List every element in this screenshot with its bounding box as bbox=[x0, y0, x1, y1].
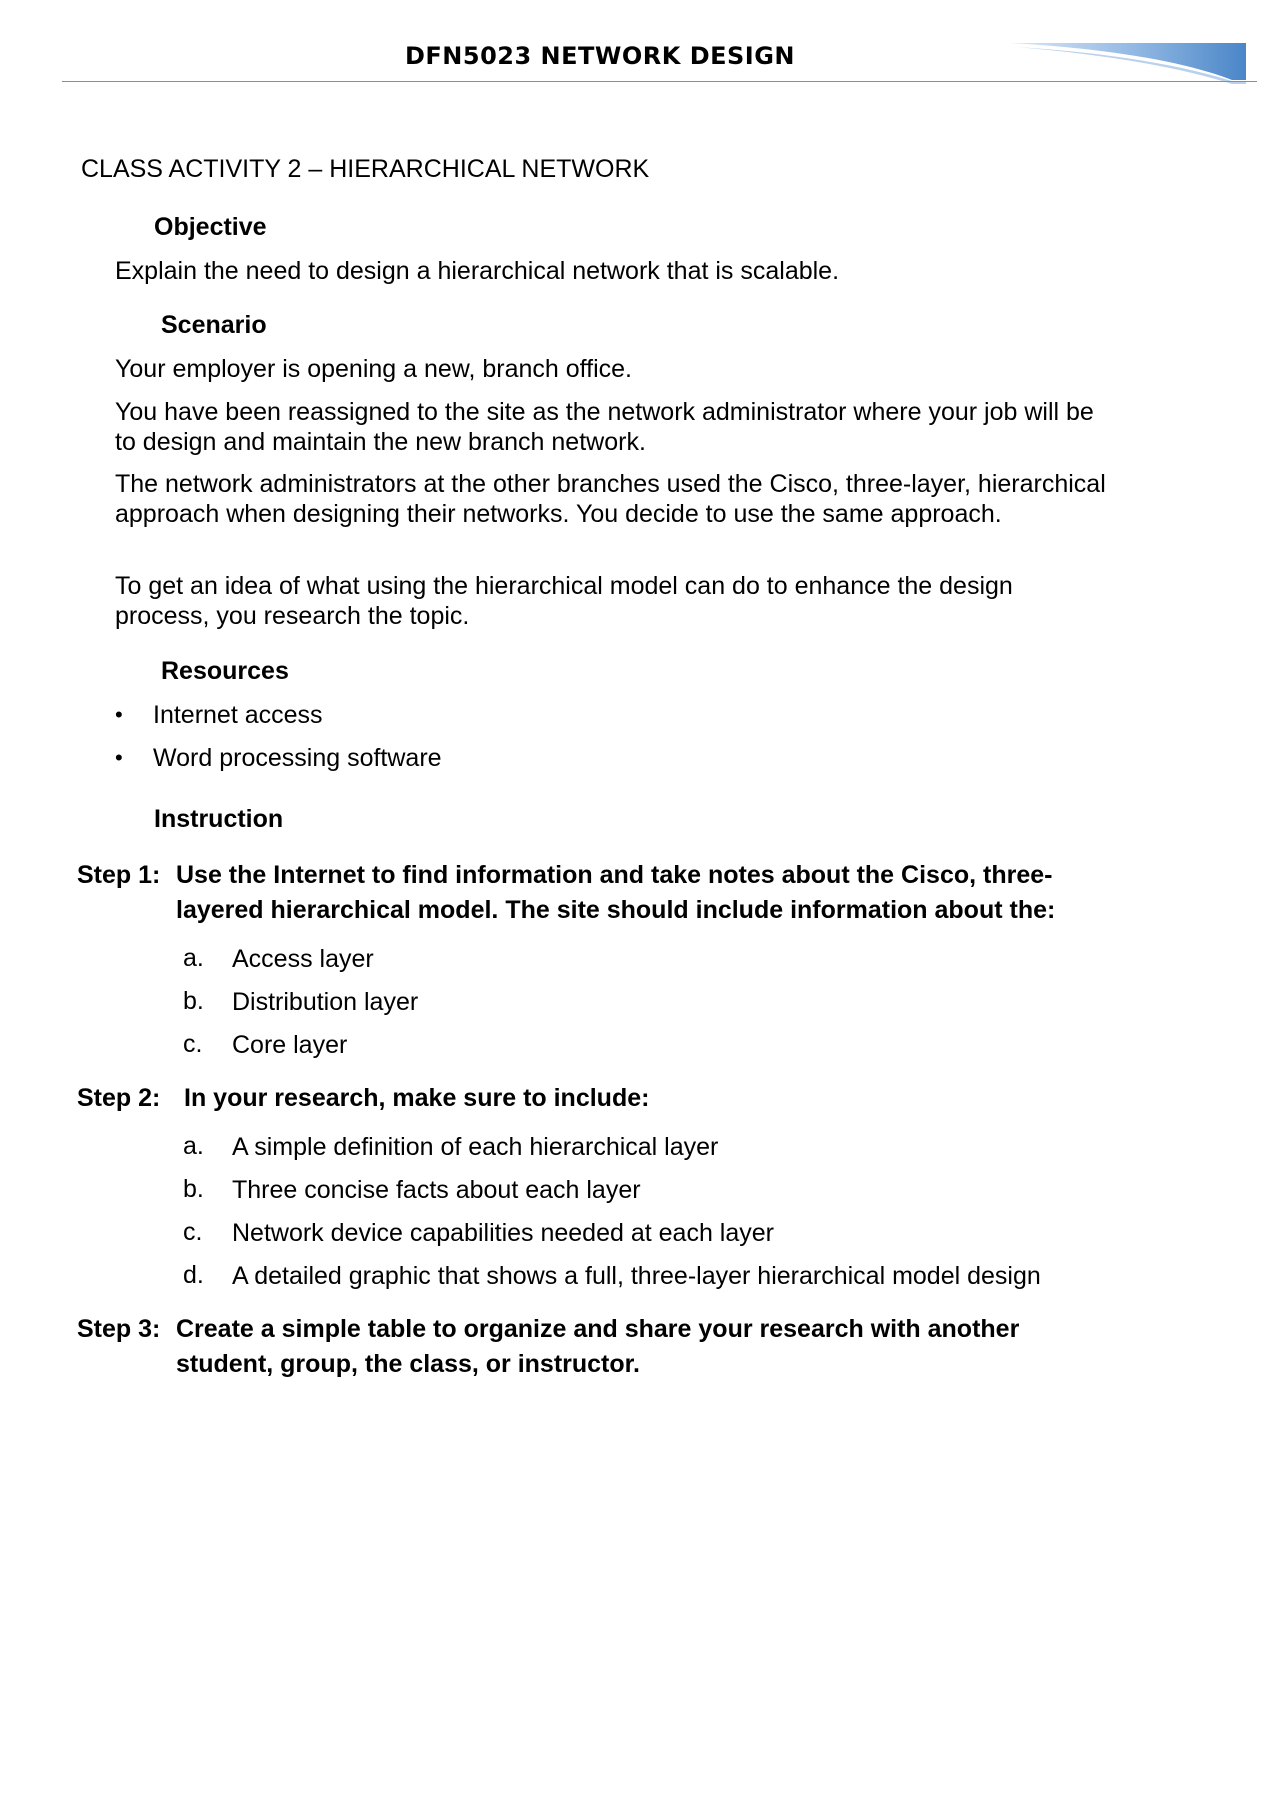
scenario-paragraph: To get an idea of what using the hierarchical model can do to enhance the design process, you research the topic. bbox=[115, 572, 1013, 630]
bullet-icon: • bbox=[115, 745, 123, 770]
scenario-paragraph: You have been reassigned to the site as the network administrator where your job will be to design and maintain the new branch network. bbox=[115, 398, 1094, 456]
resource-item: Internet access bbox=[153, 701, 323, 729]
list-item: A simple definition of each hierarchical layer bbox=[232, 1133, 719, 1161]
resources-heading: Resources bbox=[161, 657, 289, 685]
scenario-paragraph: The network administrators at the other branches used the Cisco, three-layer, hierarchical approach when designing their networks. You decide to use the same approach. bbox=[115, 470, 1106, 528]
objective-heading: Objective bbox=[154, 213, 267, 241]
resource-item: Word processing software bbox=[153, 744, 442, 772]
step-text: Use the Internet to find information and take notes about the Cisco, three-layered hierarchical model. The site should include information about the: bbox=[176, 861, 1056, 924]
list-item: Distribution layer bbox=[232, 988, 419, 1016]
list-letter: b. bbox=[183, 987, 204, 1015]
step-label: Step 1: bbox=[77, 861, 161, 889]
list-letter: c. bbox=[183, 1030, 203, 1058]
list-item: A detailed graphic that shows a full, three-layer hierarchical model design bbox=[232, 1262, 1041, 1290]
page-title: CLASS ACTIVITY 2 – HIERARCHICAL NETWORK bbox=[81, 155, 650, 183]
step-label: Step 3: bbox=[77, 1315, 161, 1343]
objective-text: Explain the need to design a hierarchical network that is scalable. bbox=[115, 257, 840, 285]
instruction-heading: Instruction bbox=[154, 805, 284, 833]
header-rule bbox=[62, 81, 1257, 82]
scenario-paragraph: Your employer is opening a new, branch office. bbox=[115, 355, 633, 383]
header-swoosh-decoration bbox=[1010, 40, 1250, 85]
list-item: Three concise facts about each layer bbox=[232, 1176, 641, 1204]
bullet-icon: • bbox=[115, 702, 123, 727]
list-letter: d. bbox=[183, 1261, 204, 1289]
list-item: Network device capabilities needed at each layer bbox=[232, 1219, 774, 1247]
step-text: In your research, make sure to include: bbox=[184, 1084, 650, 1112]
list-letter: c. bbox=[183, 1218, 203, 1246]
scenario-heading: Scenario bbox=[161, 311, 267, 339]
list-item: Core layer bbox=[232, 1031, 348, 1059]
step-text: Create a simple table to organize and share your research with another student, group, the class, or instructor. bbox=[176, 1315, 1020, 1378]
header-title: DFN5023 NETWORK DESIGN bbox=[404, 42, 796, 70]
step-label: Step 2: bbox=[77, 1084, 161, 1112]
list-letter: a. bbox=[183, 1132, 204, 1160]
list-letter: b. bbox=[183, 1175, 204, 1203]
list-item: Access layer bbox=[232, 945, 374, 973]
list-letter: a. bbox=[183, 944, 204, 972]
